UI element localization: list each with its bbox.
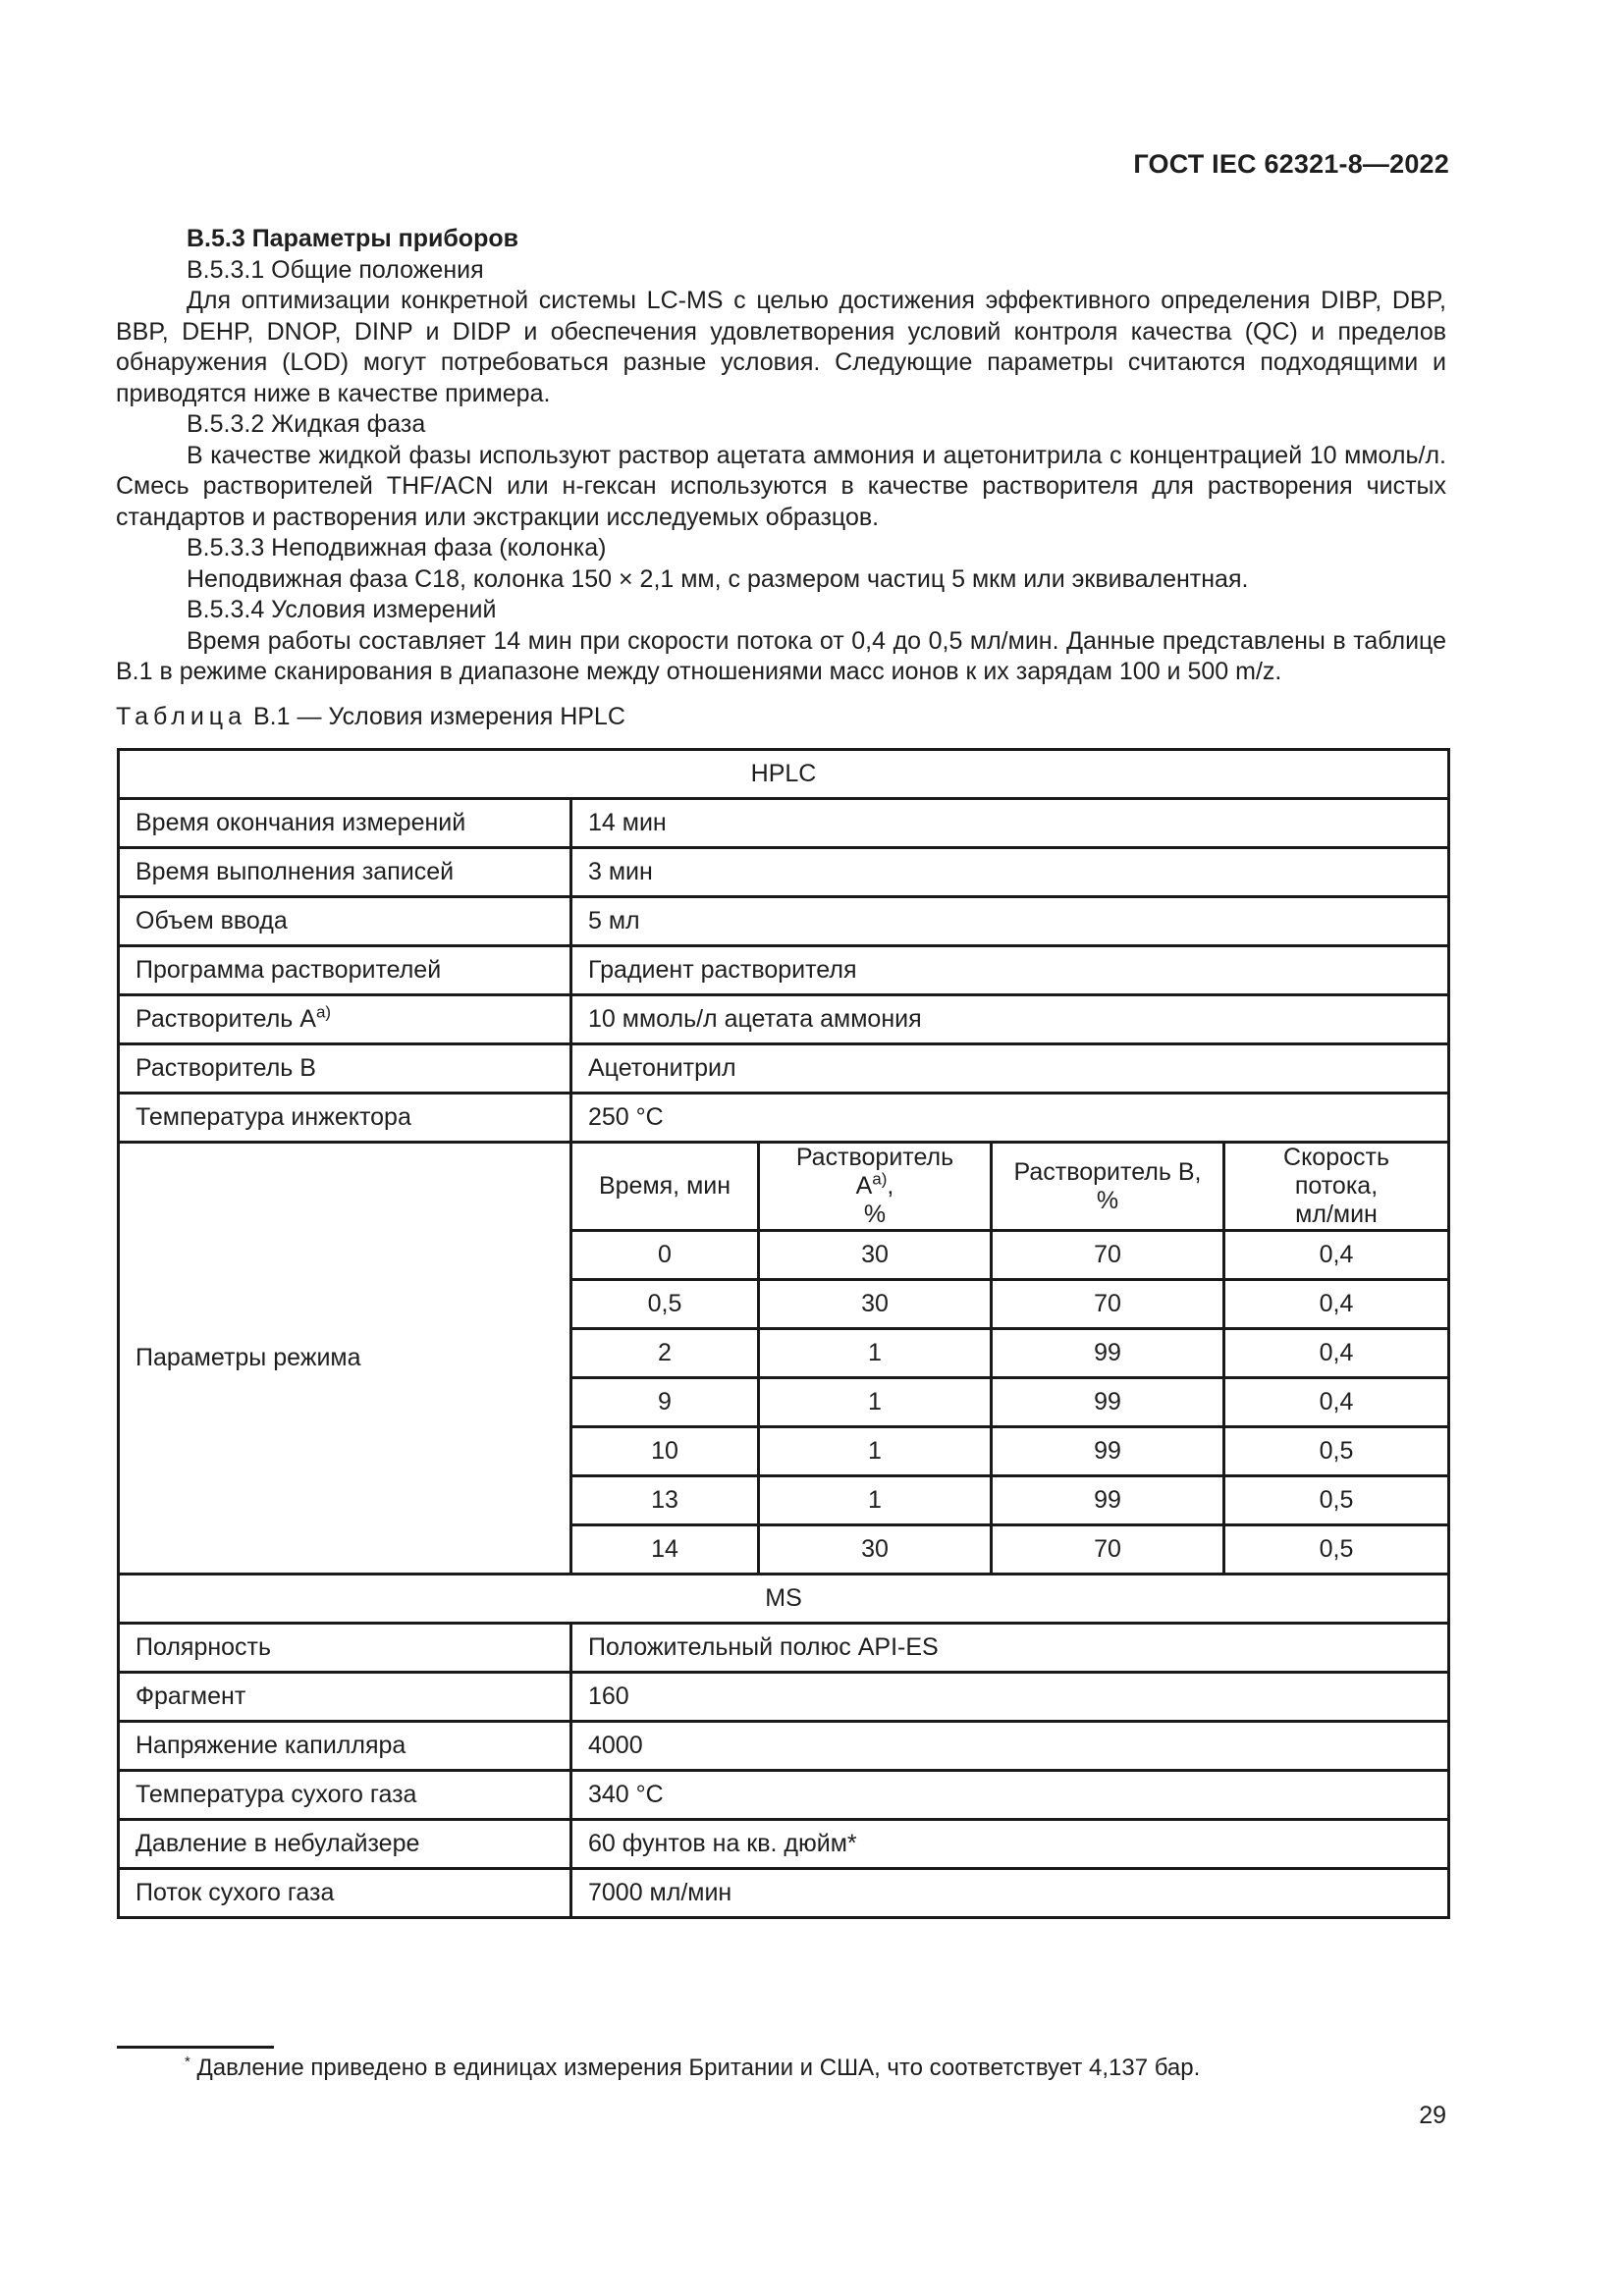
cell-solvent-a: 30 <box>759 1231 992 1280</box>
param-value: 160 <box>571 1673 1449 1722</box>
cell-time: 13 <box>571 1476 759 1525</box>
param-value: 3 мин <box>571 848 1449 897</box>
param-label: Напряжение капилляра <box>119 1722 571 1771</box>
cell-solvent-a: 30 <box>759 1525 992 1575</box>
mode-header-solvent-a <box>759 1143 992 1231</box>
footnote-text: Давление приведено в единицах измерения Британии и США, что соответствует 4,137 бар. <box>196 2055 1201 2081</box>
cell-flow: 0,4 <box>1224 1231 1449 1280</box>
header-text: , <box>887 1172 894 1200</box>
subsection-title: B.5.3.2 Жидкая фаза <box>187 410 426 438</box>
cell-solvent-a: 1 <box>759 1427 992 1476</box>
cell-solvent-b: 70 <box>992 1280 1224 1329</box>
cell-time: 2 <box>571 1329 759 1378</box>
header-text: Скорость потока, <box>1283 1144 1389 1200</box>
table-row <box>119 946 1449 995</box>
section-title: B.5.3 Параметры приборов <box>187 225 518 252</box>
table-row <box>119 1575 1449 1624</box>
cell-flow: 0,4 <box>1224 1378 1449 1427</box>
hplc-conditions-table <box>117 748 1450 1919</box>
table-row <box>119 1624 1449 1673</box>
param-label: Полярность <box>119 1624 571 1673</box>
paragraph: В качестве жидкой фазы используют раствор ацетата аммония и ацетонитрила с концентрацией 10 ммоль/л. Смесь растворителей THF/ACN или н-гексан используются в качестве растворителя для растворения чистых стандартов и растворения или экстракции исследуемых образцов. <box>116 441 1446 531</box>
header-text: % <box>863 1201 887 1228</box>
param-value: 7000 мл/мин <box>571 1869 1449 1918</box>
mode-header-time: Время, мин <box>571 1143 759 1231</box>
table-row <box>119 1771 1449 1820</box>
cell-solvent-b: 99 <box>992 1427 1224 1476</box>
footnote-divider <box>117 2046 274 2049</box>
cell-time: 10 <box>571 1427 759 1476</box>
table-caption-text: B.1 — Условия измерения HPLC <box>252 703 625 730</box>
table-caption <box>116 703 625 731</box>
superscript-footnote-ref: a) <box>315 1002 332 1022</box>
table-row <box>119 995 1449 1044</box>
param-label: Температура инжектора <box>119 1094 571 1143</box>
cell-solvent-b: 99 <box>992 1378 1224 1427</box>
cell-solvent-b: 99 <box>992 1329 1224 1378</box>
cell-solvent-b: 70 <box>992 1231 1224 1280</box>
param-label: Время окончания измерений <box>119 799 571 848</box>
table-row <box>119 1820 1449 1869</box>
table-row <box>119 799 1449 848</box>
cell-time: 14 <box>571 1525 759 1575</box>
subsection-title: B.5.3.3 Неподвижная фаза (колонка) <box>187 534 607 561</box>
document-id: ГОСТ IEC 62321-8—2022 <box>1133 149 1449 179</box>
cell-solvent-b: 70 <box>992 1525 1224 1575</box>
param-value: 60 фунтов на кв. дюйм* <box>571 1820 1449 1869</box>
param-label: Фрагмент <box>119 1673 571 1722</box>
cell-solvent-a: 1 <box>759 1378 992 1427</box>
param-value: Градиент растворителя <box>571 946 1449 995</box>
param-label: Объем ввода <box>119 897 571 946</box>
param-value: Ацетонитрил <box>571 1044 1449 1094</box>
body-text <box>116 224 1446 688</box>
paragraph: Для оптимизации конкретной системы LC-MS с целью достижения эффективного определения DIBP, DBP, BBP, DEHP, DNOP, DINP и DIDP и обеспечения удовлетворения условий контроля качества (QC) и пределов обнаружения (LOD) могут потребоваться разные условия. Следующие параметры считаются подходящими и приводятся ниже в качестве примера. <box>116 287 1446 407</box>
table-row <box>119 1673 1449 1722</box>
table-row <box>119 1094 1449 1143</box>
cell-solvent-b: 99 <box>992 1476 1224 1525</box>
paragraph: Неподвижная фаза C18, колонка 150 × 2,1 мм, с размером частиц 5 мкм или эквивалентная. <box>187 564 1249 593</box>
param-value: 340 °С <box>571 1771 1449 1820</box>
mode-params-label: Параметры режима <box>119 1143 571 1575</box>
ms-section-header: MS <box>119 1575 1449 1624</box>
cell-flow: 0,5 <box>1224 1427 1449 1476</box>
param-value: Положительный полюс API-ES <box>571 1624 1449 1673</box>
superscript-footnote-ref: a) <box>872 1169 888 1189</box>
header-text: мл/мин <box>1295 1201 1378 1228</box>
param-value: 4000 <box>571 1722 1449 1771</box>
table-caption-prefix: Таблица <box>116 703 247 730</box>
footnote <box>185 2055 1200 2082</box>
param-label: Температура сухого газа <box>119 1771 571 1820</box>
table-row <box>119 750 1449 799</box>
table-row <box>119 1143 1449 1231</box>
cell-flow: 0,5 <box>1224 1476 1449 1525</box>
paragraph: Время работы составляет 14 мин при скорости потока от 0,4 до 0,5 мл/мин. Данные представлены в таблице B.1 в режиме сканирования в диапазоне между отношениями масс ионов к их зарядам 100 и 500 m/z. <box>116 626 1446 685</box>
mode-header-flow <box>1224 1143 1449 1231</box>
table-row <box>119 897 1449 946</box>
param-label <box>119 995 571 1044</box>
table-row <box>119 1869 1449 1918</box>
param-value: 5 мл <box>571 897 1449 946</box>
cell-flow: 0,4 <box>1224 1280 1449 1329</box>
param-value: 250 °С <box>571 1094 1449 1143</box>
header-text: Растворитель A <box>795 1144 954 1200</box>
cell-solvent-a: 30 <box>759 1280 992 1329</box>
param-label: Программа растворителей <box>119 946 571 995</box>
table-row <box>119 1044 1449 1094</box>
param-label: Давление в небулайзере <box>119 1820 571 1869</box>
cell-time: 9 <box>571 1378 759 1427</box>
table-row <box>119 848 1449 897</box>
subsection-title: B.5.3.4 Условия измерений <box>187 596 497 623</box>
cell-solvent-a: 1 <box>759 1329 992 1378</box>
param-label: Поток сухого газа <box>119 1869 571 1918</box>
param-label-text: Растворитель A <box>135 1005 316 1033</box>
hplc-section-header: HPLC <box>119 750 1449 799</box>
cell-flow: 0,4 <box>1224 1329 1449 1378</box>
param-value: 10 ммоль/л ацетата аммония <box>571 995 1449 1044</box>
mode-header-solvent-b: Растворитель B, % <box>992 1143 1224 1231</box>
page-number: 29 <box>1419 2102 1446 2129</box>
table-row <box>119 1722 1449 1771</box>
footnote-marker: * <box>185 2054 190 2070</box>
subsection-title: B.5.3.1 Общие положения <box>187 255 484 284</box>
cell-flow: 0,5 <box>1224 1525 1449 1575</box>
cell-time: 0 <box>571 1231 759 1280</box>
param-label: Время выполнения записей <box>119 848 571 897</box>
param-label: Растворитель B <box>119 1044 571 1094</box>
param-value: 14 мин <box>571 799 1449 848</box>
cell-solvent-a: 1 <box>759 1476 992 1525</box>
cell-time: 0,5 <box>571 1280 759 1329</box>
